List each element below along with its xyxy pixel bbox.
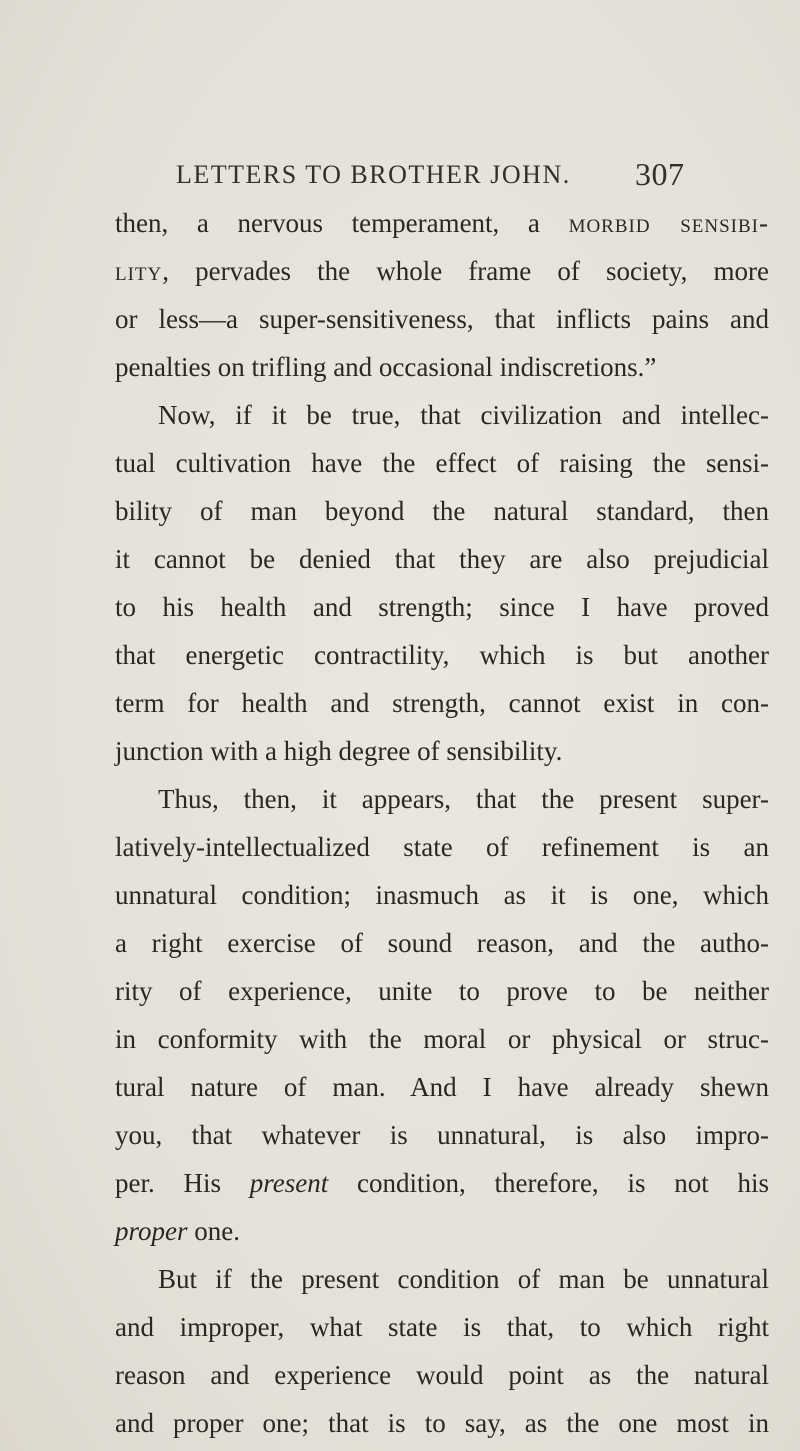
paragraph-start: Thus, then, it appears, that the present super- [158,784,769,814]
running-head: LETTERS TO BROTHER JOHN. [176,160,571,189]
text-line: it cannot be denied that they are also prejudicial [115,544,769,574]
text-line: a right exercise of sound reason, and the autho- [115,928,769,958]
text-line: latively-intellectualized state of refinement is an [115,832,769,862]
text-line: and proper one; that is to say, as the one most in [115,1408,769,1438]
text-line: tual cultivation have the effect of raising the sensi- [115,448,769,478]
text-line [115,1213,769,1249]
text-line: tural nature of man. And I have already shewn [115,1072,769,1102]
text-line: rity of experience, unite to prove to be neither [115,976,769,1006]
page-number: 307 [635,156,685,192]
text-line: in conformity with the moral or physical or struc- [115,1024,769,1054]
text-line: lity, pervades the whole frame of society, more [115,256,769,286]
text-line: bility of man beyond the natural standard, then [115,496,769,526]
text-line: and improper, what state is that, to which right [115,1312,769,1342]
italic-text: proper [115,1216,188,1246]
text-line: term for health and strength, cannot exist in con- [115,688,769,718]
text-line: penalties on trifling and occasional indiscretions.” [115,352,657,382]
text-line: that energetic contractility, which is but another [115,640,769,670]
text-line: per. His present condition, therefore, is not his [115,1168,769,1198]
text-line: or less—a super-sensitiveness, that inflicts pains and [115,304,769,334]
text-line: you, that whatever is unnatural, is also impro- [115,1120,769,1150]
text-line: to his health and strength; since I have proved [115,592,769,622]
paragraph-start: But if the present condition of man be unnatural [158,1264,769,1294]
text-line: reason and experience would point as the natural [115,1360,769,1390]
text-line: unnatural condition; inasmuch as it is one, which [115,880,769,910]
text-span: one. [187,1216,240,1246]
text-line: junction with a high degree of sensibility. [115,736,563,766]
text-line: then, a nervous temperament, a morbid sensibi- [115,208,769,238]
paragraph-start: Now, if it be true, that civilization and intellec- [158,400,769,430]
